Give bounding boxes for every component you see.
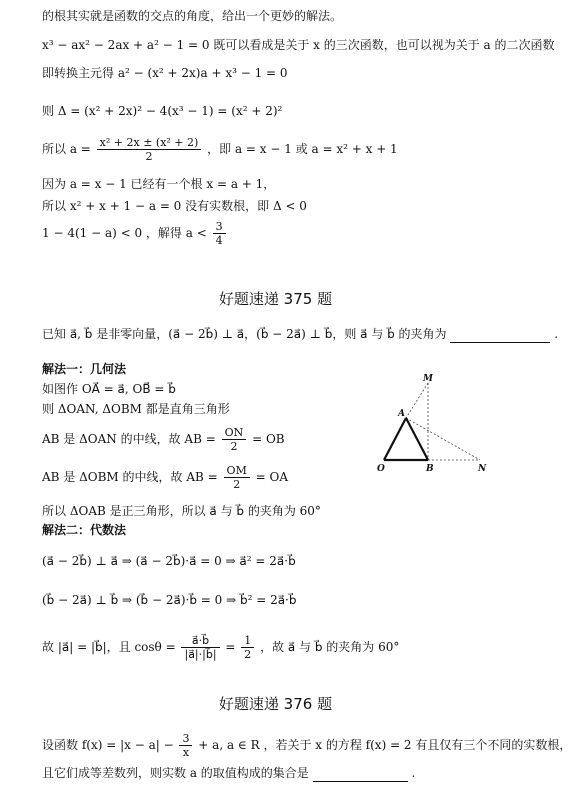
problem-376-heading: 好题速递 376 题 [218, 695, 333, 713]
numerator: ON [222, 426, 247, 440]
fraction [97, 136, 202, 163]
denominator: |a⃗|·|b⃗| [184, 648, 217, 661]
inequality-line [42, 220, 228, 247]
fraction [241, 634, 254, 661]
solution-step [42, 634, 399, 661]
label-o: O [377, 464, 385, 474]
text: 所以 a = [42, 142, 91, 156]
problem-376-question-line1 [42, 732, 571, 759]
question-end: . [554, 327, 559, 341]
denominator: 2 [244, 648, 252, 661]
question-text: 已知 a⃗, b⃗ 是非零向量，(a⃗ − 2b⃗) ⊥ a⃗，(b⃗ − 2a⃗) ⊥ b⃗，则 a⃗ 与 b⃗ 的夹角为 [42, 327, 447, 341]
problem-375-heading: 好题速递 375 题 [218, 290, 333, 308]
solution-step [42, 426, 285, 453]
numerator: 1 [241, 634, 254, 648]
solution-step: (a⃗ − 2b⃗) ⊥ a⃗ ⇒ (a⃗ − 2b⃗)·a⃗ = 0 ⇒ a⃗² = 2a⃗·b⃗ [42, 554, 296, 568]
solution-step: (b⃗ − 2a⃗) ⊥ b⃗ ⇒ (b⃗ − 2a⃗)·b⃗ = 0 ⇒ b⃗² = 2a⃗·b⃗ [42, 593, 297, 607]
solution-step [42, 464, 288, 491]
method-two-heading: 解法二：代数法 [42, 523, 127, 537]
text: ，故 a⃗ 与 b⃗ 的夹角为 60° [260, 640, 400, 654]
text-line: 所以 x² + x + 1 − a = 0 没有实数根，即 Δ < 0 [42, 199, 307, 213]
text: . [411, 766, 416, 780]
solution-step: 如图作 OA⃗ = a⃗, OB⃗ = b⃗ [42, 382, 176, 396]
numerator: a⃗·b⃗ [181, 634, 219, 648]
label-m: M [423, 374, 433, 384]
quadratic-in-a-line: 即转换主元得 a² − (x² + 2x)a + x³ − 1 = 0 [42, 66, 288, 80]
problem-376-question-line2 [42, 765, 415, 782]
discriminant-line: 则 Δ = (x² + 2x)² − 4(x³ − 1) = (x² + 2)² [42, 104, 283, 118]
method-one-heading: 解法一：几何法 [42, 362, 127, 376]
denominator: 4 [215, 234, 223, 247]
dashed-line-ma [406, 383, 428, 418]
text-line: 的根其实就是函数的交点的角度，给出一个更妙的解法。 [42, 9, 343, 23]
denominator: 2 [233, 478, 241, 491]
label-b: B [426, 464, 434, 474]
cubic-equation-line: x³ − ax² − 2ax + a² − 1 = 0 既可以看成是关于 x 的三次函数，也可以视为关于 a 的二次函数 [42, 38, 555, 52]
triangle-diagram [368, 372, 493, 474]
text: = [225, 640, 236, 654]
vector-geometry-figure [368, 372, 493, 474]
denominator: 2 [230, 440, 238, 453]
text: AB 是 ΔOAN 的中线，故 AB = [42, 432, 216, 446]
text: ，即 a = x − 1 或 a = x² + x + 1 [207, 142, 398, 156]
label-a: A [398, 409, 405, 419]
segment-oa [384, 418, 406, 460]
label-n: N [478, 464, 487, 474]
root-formula-line [42, 136, 398, 163]
fraction [224, 464, 250, 491]
problem-375-question [42, 326, 558, 343]
text: = OA [255, 470, 289, 484]
text: 且它们成等差数列，则实数 a 的取值构成的集合是 [42, 766, 309, 780]
numerator: 3 [179, 732, 192, 746]
text: 故 |a⃗| = |b⃗|，且 cosθ = [42, 640, 176, 654]
text: = OB [252, 432, 285, 446]
text: + a, a ∈ R ，若关于 x 的方程 f(x) = 2 有且仅有三个不同的实数根， [198, 738, 571, 752]
fraction [179, 732, 192, 759]
fraction [181, 634, 219, 661]
denominator: x [182, 746, 190, 759]
numerator: x² + 2x ± (x² + 2) [97, 136, 202, 150]
text-line: 因为 a = x − 1 已经有一个根 x = a + 1， [42, 177, 276, 191]
text: 设函数 f(x) = |x − a| − [42, 738, 174, 752]
solution-step: 所以 ΔOAB 是正三角形，所以 a⃗ 与 b⃗ 的夹角为 60° [42, 504, 321, 518]
answer-blank [313, 765, 408, 782]
text: 1 − 4(1 − a) < 0 ，解得 a < [42, 226, 207, 240]
numerator: OM [224, 464, 250, 478]
solution-step: 则 ΔOAN, ΔOBM 都是直角三角形 [42, 402, 230, 416]
fraction [213, 220, 226, 247]
answer-blank [450, 326, 550, 343]
numerator: 3 [213, 220, 226, 234]
text: AB 是 ΔOBM 的中线，故 AB = [42, 470, 218, 484]
fraction [222, 426, 247, 453]
denominator: 2 [145, 150, 153, 163]
